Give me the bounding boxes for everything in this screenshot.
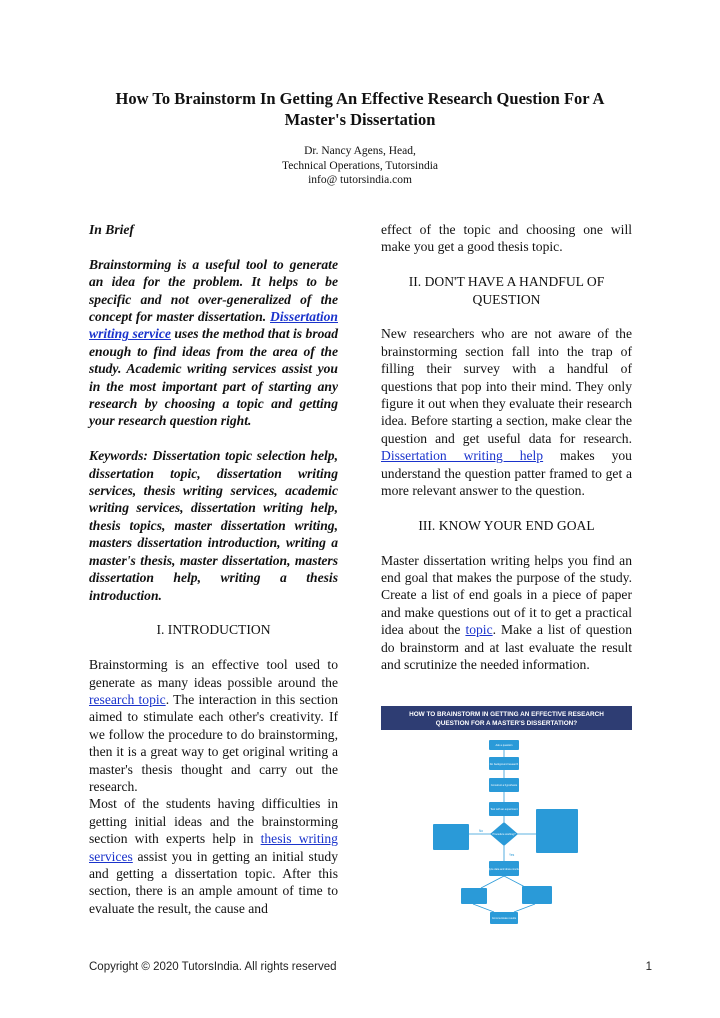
abstract-text-1: Brainstorming is a useful tool to generate an idea for the problem. It helps to be specific and not over-generalized of the concept for master dissertation.	[89, 256, 338, 325]
intro-text-4: assist you in getting an initial study and getting a dissertation topic. After this section, there is an ample amount of time to evaluate the result, the cause and	[89, 848, 338, 916]
page-number: 1	[645, 961, 652, 973]
flowchart-svg	[381, 706, 632, 928]
label-yes: Yes	[509, 853, 515, 857]
author-affiliation: Technical Operations, Tutorsindia	[281, 159, 439, 172]
question-text-2: makes you understand the question patter framed to get a more relevant answer to the question.	[381, 448, 632, 499]
intro-text-3: Most of the students having difficulties in getting initial ideas and the brainstorming section with experts help in	[89, 796, 338, 847]
question-text-1: New researchers who are not aware of the brainstorming section fall into the trap of filling their survey with a handful of questions that pop into their mind. They only figure it out when they evaluate their research idea. Before starting a section, make clear the question and get useful data for research.	[381, 326, 632, 446]
label-test: Test with an experiment	[490, 808, 518, 811]
section-heading-question: II. DON'T HAVE A HANDFUL OF QUESTION	[408, 274, 605, 307]
label-procedure: Procedure working?	[492, 833, 516, 836]
in-brief-heading: In Brief	[89, 222, 134, 237]
abstract	[89, 256, 338, 430]
intro-paragraph-2	[89, 795, 338, 917]
end-goal-paragraph	[381, 552, 632, 674]
end-goal-text-2: . Make a list of question do brainstorm and at last evaluate the result and scrutinize the needed information.	[381, 622, 632, 673]
continued-paragraph: effect of the topic and choosing one will make you get a good thesis topic.	[381, 222, 632, 255]
question-paragraph	[381, 325, 632, 499]
left-column	[89, 221, 338, 917]
banner-line-2: QUESTION FOR A MASTER'S DISSERTATION?	[435, 720, 578, 727]
topic-link[interactable]: topic	[465, 622, 493, 638]
keywords: Keywords: Dissertation topic selection help, dissertation topic, dissertation writing services, thesis writing services, academic writing services, dissertation writing help, thesis topics, master dissertation writing, masters dissertation introduction, writing a master's thesis, master dissertation, masters dissertation help, writing a thesis introduction.	[89, 448, 338, 603]
dissertation-writing-service-link[interactable]: Dissertation writing service	[89, 309, 338, 342]
dissertation-writing-help-link[interactable]: Dissertation writing help	[381, 448, 544, 464]
copyright-text: Copyright © 2020 TutorsIndia. All rights reserved	[89, 961, 337, 973]
label-analyze: Analyze data and draw conclusion	[484, 868, 524, 871]
node-troubleshoot	[433, 824, 469, 850]
author-email: info@ tutorsindia.com	[308, 174, 412, 186]
end-goal-text-1: Master dissertation writing helps you find an end goal that makes the purpose of the study. Create a list of end goals in a piece of paper and make questions out of it to get a practical idea about the	[381, 552, 632, 638]
right-column	[381, 221, 632, 674]
banner-line-1: HOW TO BRAINSTORM IN GETTING AN EFFECTIVE RESEARCH	[409, 711, 604, 718]
thesis-writing-services-link[interactable]: thesis writing services	[89, 831, 338, 864]
label-background: Do background research	[489, 763, 519, 766]
flow-nodes	[433, 740, 578, 924]
author-block	[160, 144, 560, 188]
label-no: No	[478, 829, 484, 833]
label-communicate: Communicate results	[491, 917, 517, 920]
page-footer	[89, 961, 652, 973]
research-topic-link[interactable]: research topic	[89, 691, 166, 707]
intro-paragraph-1	[89, 656, 338, 795]
node-partial	[522, 886, 552, 904]
label-ask: Ask a question	[495, 744, 513, 747]
section-heading-end-goal: III. KNOW YOUR END GOAL	[418, 517, 595, 533]
intro-text-1: Brainstorming is an effective tool used to generate as many ideas possible around the	[89, 657, 338, 690]
intro-text-2: . The interaction in this section aimed to stimulate each other's creativity. If we follow the procedure to do brainstorming, then it is a great way to get original writing a master's thesis thought and carry out the research.	[89, 691, 339, 794]
flowchart-figure	[381, 706, 632, 928]
node-align	[461, 888, 487, 904]
paper-title: How To Brainstorm In Getting An Effective Research Question For A Master's Dissertation	[115, 89, 605, 129]
node-experimental	[536, 809, 578, 853]
label-hypothesis: Construct a hypothesis	[490, 784, 518, 787]
abstract-text-2: uses the method that is broad enough to find ideas from the area of the study. Academic writing services assist you in the most important part of starting any research by choosing a topic and getting your research question right.	[89, 326, 338, 429]
author-name: Dr. Nancy Agens, Head,	[304, 145, 416, 157]
section-heading-introduction: I. INTRODUCTION	[156, 622, 271, 638]
